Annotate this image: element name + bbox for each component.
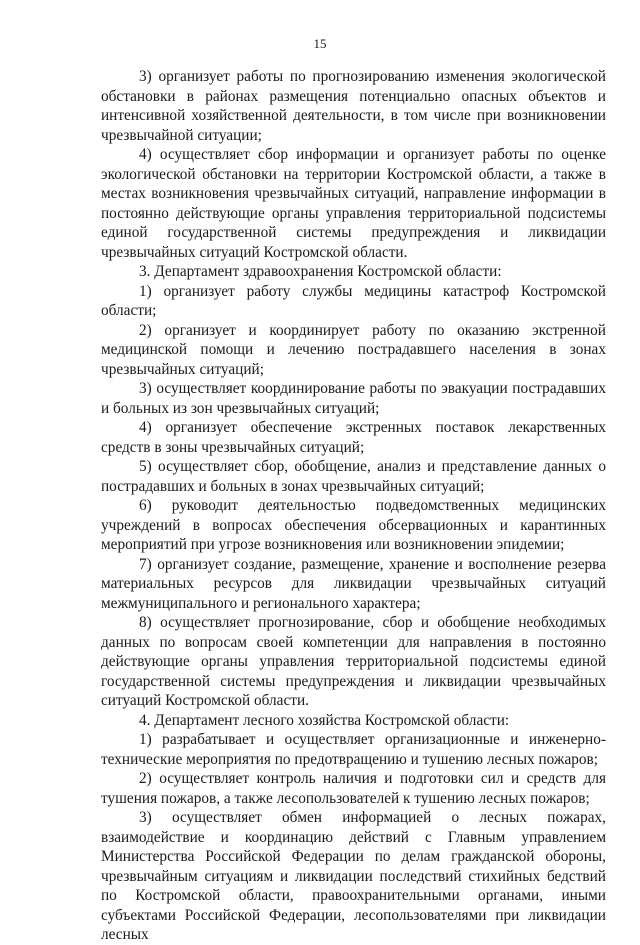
paragraph-ecology-item-3: 3) организует работы по прогнозированию изменения экологической обстановки в районах размещения потенциально опасных объектов и интенсивной хозяйственной деятельности, в том числе при возникновении чрезвычайной ситуации;: [101, 68, 606, 144]
paragraph-health-item-6: 6) руководит деятельностью подведомственных медицинских учреждений в вопросах обеспечения обсервационных и карантинных мероприятий при угрозе возникновения или возникновении эпидемии;: [101, 497, 606, 553]
paragraph-ecology-item-4: 4) осуществляет сбор информации и организует работы по оценке экологической обстановки на территории Костромской области, а также в местах возникновения чрезвычайных ситуаций, направление информации в постоянно действующие органы управления территориальной подсистемы единой государственной системы предупреждения и ликвидации чрезвычайных ситуаций Костромской области.: [101, 146, 606, 261]
page-number: 15: [313, 36, 327, 51]
paragraph-health-item-8: 8) осуществляет прогнозирование, сбор и обобщение необходимых данных по вопросам своей компетенции для направления в постоянно действующие органы управления территориальной подсистемы единой государственной системы предупреждения и ликвидации чрезвычайных ситуаций Костромской области.: [101, 614, 606, 709]
paragraph-health-item-5: 5) осуществляет сбор, обобщение, анализ и представление данных о пострадавших и больных в зонах чрезвычайных ситуаций;: [101, 458, 606, 495]
paragraph-forestry-item-1: 1) разрабатывает и осуществляет организационные и инженерно-технические мероприятия по предотвращению и тушению лесных пожаров;: [101, 731, 606, 768]
paragraph-health-item-2: 2) организует и координирует работу по оказанию экстренной медицинской помощи и лечению пострадавшего населения в зонах чрезвычайных ситуаций;: [101, 321, 606, 378]
paragraph-forestry-item-3: 3) осуществляет обмен информацией о лесных пожарах, взаимодействие и координацию действий с Главным управлением Министерства Российской Федерации по делам гражданской обороны, чрезвычайным ситуациям и ликвидации последствий стихийных бедствий по Костромской области, правоохранительными органами, иными субъектами Российской Федерации, лесопользователями при ликвидации лесных: [101, 809, 606, 943]
section-heading-health-department: 3. Департамент здравоохранения Костромской области:: [139, 263, 502, 280]
section-heading-forestry-department: 4. Департамент лесного хозяйства Костромской области:: [139, 711, 510, 729]
paragraph-health-item-3: 3) осуществляет координирование работы по эвакуации пострадавших и больных из зон чрезвычайных ситуаций;: [101, 380, 606, 417]
paragraph-health-item-1: 1) организует работу службы медицины катастроф Костромской области;: [101, 282, 606, 319]
document-body: [101, 67, 606, 945]
paragraph-forestry-item-2: 2) осуществляет контроль наличия и подготовки сил и средств для тушения пожаров, а также лесопользователей к тушению лесных пожаров;: [101, 770, 606, 807]
paragraph-health-item-7: 7) организует создание, размещение, хранение и восполнение резерва материальных ресурсов для ликвидации чрезвычайных ситуаций межмуниципального и регионального характера;: [101, 555, 606, 612]
paragraph-health-item-4: 4) организует обеспечение экстренных поставок лекарственных средств в зоны чрезвычайных ситуаций;: [101, 419, 606, 456]
